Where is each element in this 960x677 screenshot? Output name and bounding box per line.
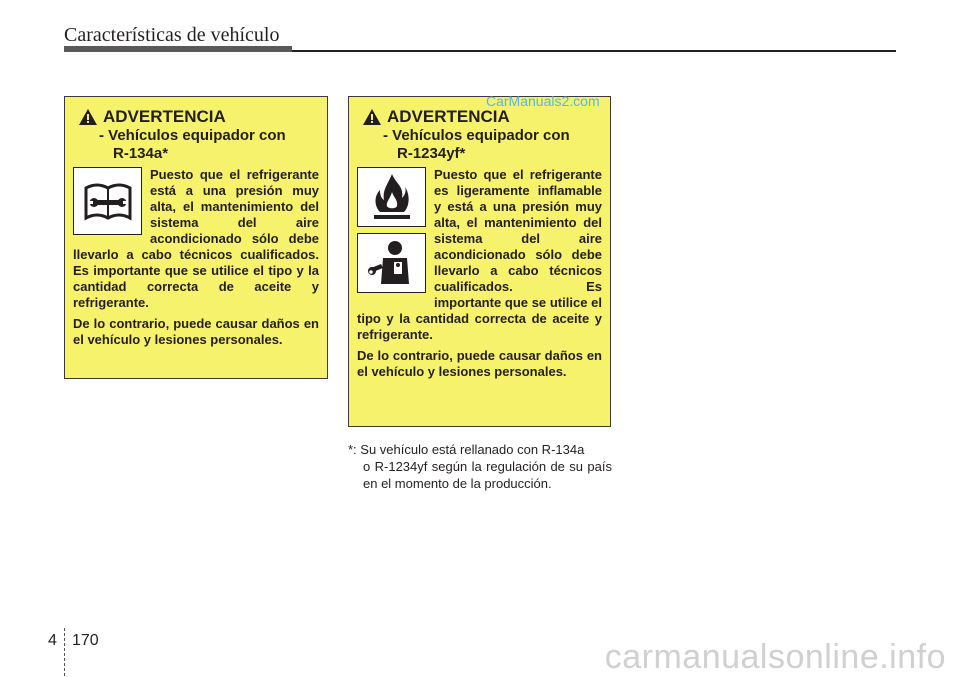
footnote-continuation: o R-1234yf según la regulación de su país en el momento de la producción. <box>363 459 612 491</box>
chapter-number: 4 <box>48 632 57 649</box>
page-header-title: Características de vehículo <box>64 24 280 46</box>
warning-title: ADVERTENCIA <box>387 107 510 126</box>
technician-icon <box>357 233 426 293</box>
warning-text: Puesto que el refrigerante es ligeramente inflamable y está a una presión muy alta, el mantenimiento del sistema del aire acondicionado sólo debe llevarlo a cabo técnicos cualificados. Es importante que se utilice el tipo y la cantidad correcta de aceite y refrigerante. <box>357 167 602 342</box>
watermark-text: CarManuals2.com <box>486 93 600 109</box>
page-number-divider <box>64 628 65 676</box>
footnote-line: *: Su vehículo está rellanado con R-134a <box>348 442 585 457</box>
warning-box-r134a <box>64 96 328 379</box>
header-rule-thin <box>292 50 896 52</box>
flammable-icon <box>357 167 426 227</box>
warning-triangle-icon <box>363 109 381 125</box>
service-manual-icon <box>73 167 142 235</box>
warning-title: ADVERTENCIA <box>103 107 226 126</box>
warning-subtitle-refrigerant: R-1234yf* <box>397 145 466 162</box>
site-watermark: carmanualsonline.info <box>604 638 946 676</box>
warning-text-consequence: De lo contrario, puede causar daños en el vehículo y lesiones personales. <box>73 316 319 347</box>
header-rule-thick <box>64 46 292 52</box>
warning-triangle-icon <box>79 109 97 125</box>
warning-text: Puesto que el refrigerante está a una presión muy alta, el mantenimiento del sistema del aire acondicionado sólo debe llevarlo a cabo técnicos cualificados. Es importante que se utilice el tipo y la cantidad correcta de aceite y refrigerante. <box>73 167 319 310</box>
warning-text-consequence: De lo contrario, puede causar daños en el vehículo y lesiones personales. <box>357 348 602 379</box>
warning-subtitle: - Vehículos equipador con <box>383 127 570 144</box>
warning-subtitle: - Vehículos equipador con <box>99 127 286 144</box>
page-number: 170 <box>72 632 99 649</box>
warning-box-r1234yf <box>348 96 611 427</box>
footnote <box>348 441 612 492</box>
warning-subtitle-refrigerant: R-134a* <box>113 145 169 162</box>
